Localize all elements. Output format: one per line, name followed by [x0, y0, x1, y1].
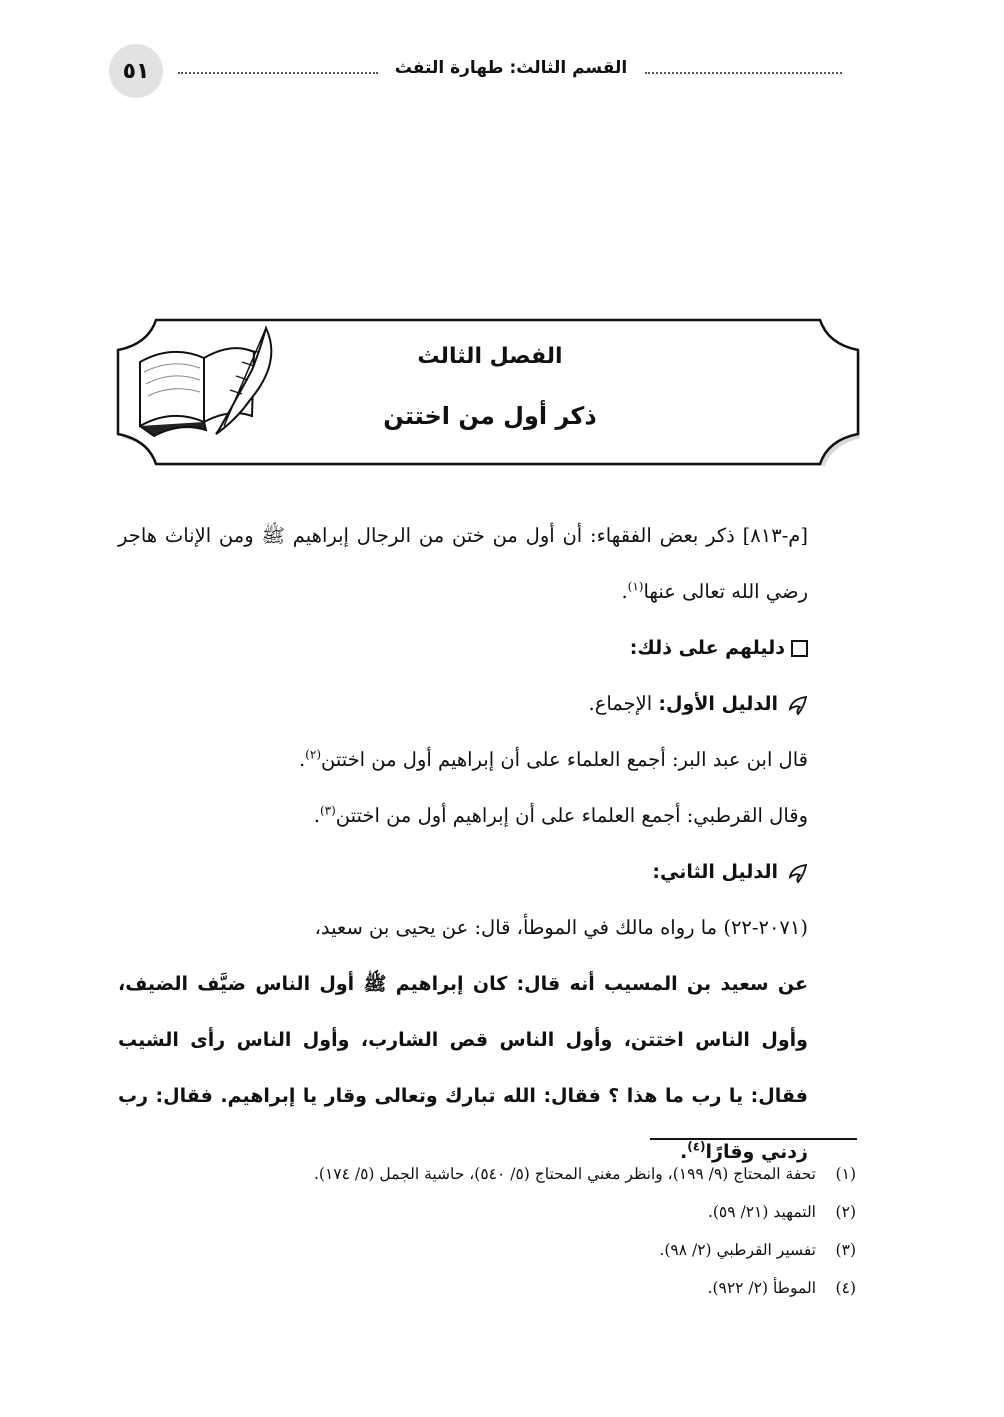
footnote-ref[interactable]: (١) [627, 579, 644, 594]
footnote-number: (٤) [835, 1279, 856, 1297]
evidence-heading-text: دليلهم على ذلك: [629, 637, 785, 659]
header-dotted-leader [645, 72, 842, 74]
evidence-heading [118, 620, 856, 676]
quote-ibn-abd-al-barr [118, 732, 856, 788]
footnote-number: (٣) [835, 1241, 856, 1259]
footnote [150, 1231, 856, 1269]
quote-text: وقال القرطبي: أجمع العلماء على أن إبراهيم أول من اختتن [335, 804, 808, 827]
footnote-ref[interactable]: (٢) [305, 747, 321, 762]
footnote [150, 1269, 856, 1307]
second-evidence [118, 844, 856, 900]
first-evidence-label: الدليل الأول: [658, 693, 778, 715]
opening-paragraph [118, 508, 856, 620]
first-evidence [118, 676, 856, 732]
footnote-number: (١) [835, 1165, 856, 1183]
hadith-intro: (٢٠٧١-٢٢) ما رواه مالك في الموطأ، قال: عن يحيى بن سعيد، [314, 916, 808, 939]
footnote [150, 1193, 856, 1231]
quote-qurtubi [118, 788, 856, 844]
hadith-text [118, 956, 856, 1180]
second-evidence-label: الدليل الثاني: [652, 861, 778, 883]
quote-text: قال ابن عبد البر: أجمع العلماء على أن إبراهيم أول من اختتن [321, 748, 808, 771]
footnote-ref[interactable]: (٤) [687, 1139, 706, 1154]
punctuation: . [621, 580, 628, 603]
main-text [118, 508, 856, 1180]
punctuation: . [298, 748, 306, 771]
page-number: ٥١ [109, 44, 163, 98]
first-evidence-text: الإجماع. [588, 692, 653, 715]
punctuation: . [313, 804, 320, 827]
chapter-number: الفصل الثالث [417, 344, 563, 369]
chapter-title: ذكر أول من اختتن [383, 402, 597, 430]
footnote [150, 1155, 856, 1193]
footnotes [150, 1155, 856, 1307]
footnote-text: تحفة المحتاج (٩/ ١٩٩)، وانظر مغني المحتاج (٥/ ٥٤٠)، حاشية الجمل (٥/ ١٧٤). [313, 1165, 816, 1183]
footnote-text: تفسير القرطبي (٢/ ٩٨). [659, 1241, 816, 1259]
book-quill-icon [132, 322, 282, 442]
ornament-arrow-icon [786, 695, 808, 715]
footnote-separator [650, 1138, 857, 1140]
paragraph-text: [م-٨١٣] ذكر بعض الفقهاء: أن أول من ختن من الرجال إبراهيم ﷺ ومن الإناث هاجر رضي الله تعالى عنها [118, 524, 808, 603]
footnote-text: الموطأ (٢/ ٩٢٢). [707, 1279, 816, 1297]
ornament-arrow-icon [786, 863, 808, 883]
footnote-number: (٢) [835, 1203, 856, 1221]
header-dotted-leader [178, 72, 378, 74]
hadith-body: عن سعيد بن المسيب أنه قال: كان إبراهيم ﷺ أول الناس ضيَّف الضيف، وأول الناس اختتن، وأول الناس قص الشارب، وأول الناس رأى الشيب فقال: يا رب ما هذا ؟ فقال: الله تبارك وتعالى وقار يا إبراهيم. فقال: رب زدني وقارًا [118, 973, 808, 1163]
footnote-text: التمهيد (٢١/ ٥٩). [707, 1203, 816, 1221]
running-header-title: القسم الثالث: طهارة التفث [394, 58, 628, 78]
checkbox-bullet-icon [791, 640, 808, 657]
punctuation: . [679, 1141, 688, 1163]
footnote-ref[interactable]: (٣) [319, 803, 336, 818]
